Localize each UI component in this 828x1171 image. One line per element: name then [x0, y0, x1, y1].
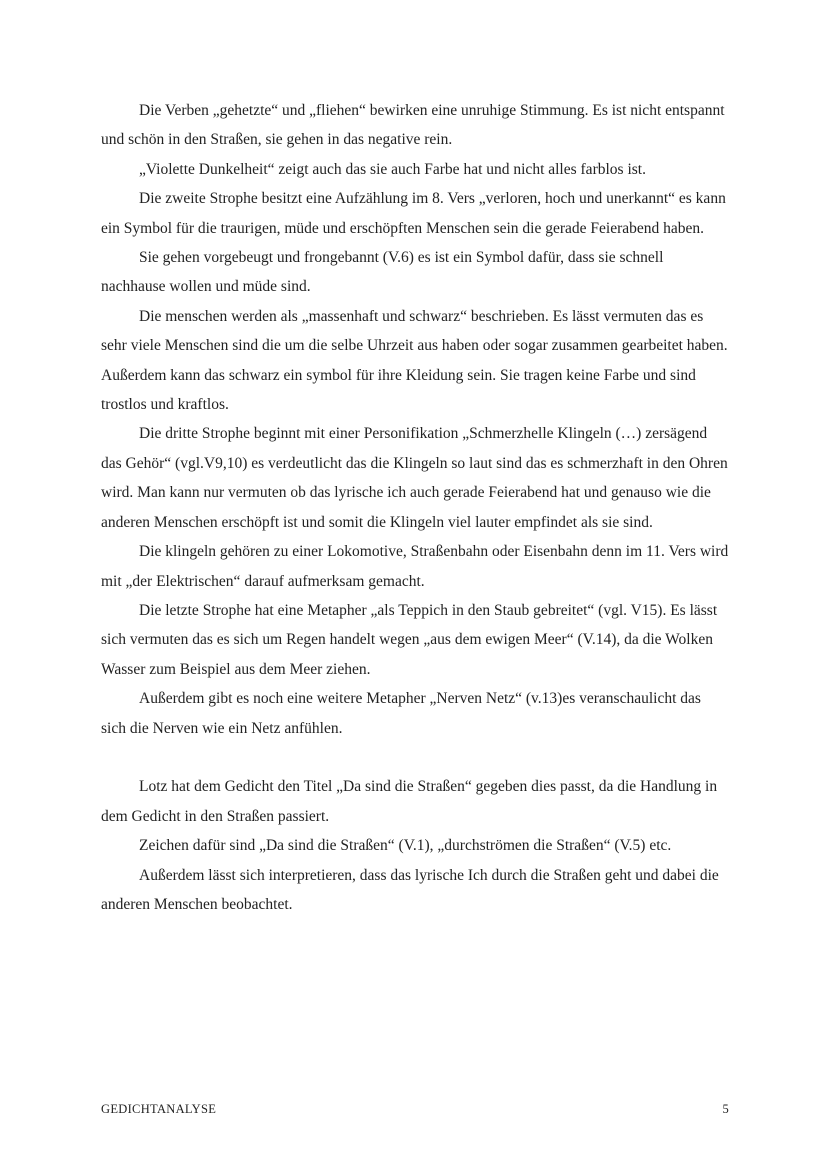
paragraph-spacer [101, 743, 729, 772]
paragraph: Zeichen dafür sind „Da sind die Straßen“ (V.1), „durchströmen die Straßen“ (V.5) etc. [139, 837, 672, 855]
paragraph: Außerdem gibt es noch eine weitere Metapher „Nerven Netz“ (v.13)es veranschaulicht das sich die Nerven wie ein Netz anfühlen. [101, 690, 701, 737]
paragraph: Die zweite Strophe besitzt eine Aufzählung im 8. Vers „verloren, hoch und unerkannt“ es kann ein Symbol für die traurigen, müde und erschöpften Menschen sein die gerade Feierabend haben. [101, 190, 726, 237]
paragraph: Lotz hat dem Gedicht den Titel „Da sind die Straßen“ gegeben dies passt, da die Handlung in dem Gedicht in den Straßen passiert. [101, 778, 718, 825]
paragraph: Die dritte Strophe beginnt mit einer Personifikation „Schmerzhelle Klingeln (…) zersägend das Gehör“ (vgl.V9,10) es verdeutlicht das die Klingeln so laut sind das es schmerzhaft in den Ohren wird. Man kann nur vermuten ob das lyrische ich auch gerade Feierabend hat und genauso wie die anderen Menschen erschöpft ist und somit die Klingeln viel lauter empfindet als sie sind. [101, 425, 728, 531]
page-footer [101, 1102, 729, 1117]
page-number: 5 [722, 1102, 729, 1116]
paragraph: „Violette Dunkelheit“ zeigt auch das sie auch Farbe hat und nicht alles farblos ist. [139, 160, 646, 178]
paragraph: Außerdem lässt sich interpretieren, dass das lyrische Ich durch die Straßen geht und dabei die anderen Menschen beobachtet. [101, 866, 719, 913]
paragraph: Die Verben „gehetzte“ und „fliehen“ bewirken eine unruhige Stimmung. Es ist nicht entspannt und schön in den Straßen, sie gehen in das negative rein. [101, 102, 725, 149]
paragraph: Sie gehen vorgebeugt und frongebannt (V.6) es ist ein Symbol dafür, dass sie schnell nachhause wollen und müde sind. [101, 249, 664, 296]
footer-title: GEDICHTANALYSE [101, 1102, 217, 1116]
paragraph: Die letzte Strophe hat eine Metapher „als Teppich in den Staub gebreitet“ (vgl. V15). Es lässt sich vermuten das es sich um Regen handelt wegen „aus dem ewigen Meer“ (V.14), da die Wolken Wasser zum Beispiel aus dem Meer ziehen. [101, 601, 718, 678]
paragraph: Die klingeln gehören zu einer Lokomotive, Straßenbahn oder Eisenbahn denn im 11. Vers wird mit „der Elektrischen“ darauf aufmerksam gemacht. [101, 543, 729, 590]
document-body [101, 96, 729, 919]
paragraph: Die menschen werden als „massenhaft und schwarz“ beschrieben. Es lässt vermuten das es sehr viele Menschen sind die um die selbe Uhrzeit aus haben oder sogar zusammen gearbeitet haben. Außerdem kann das schwarz ein symbol für ihre Kleidung sein. Sie tragen keine Farbe und sind trostlos und kraftlos. [101, 307, 728, 414]
